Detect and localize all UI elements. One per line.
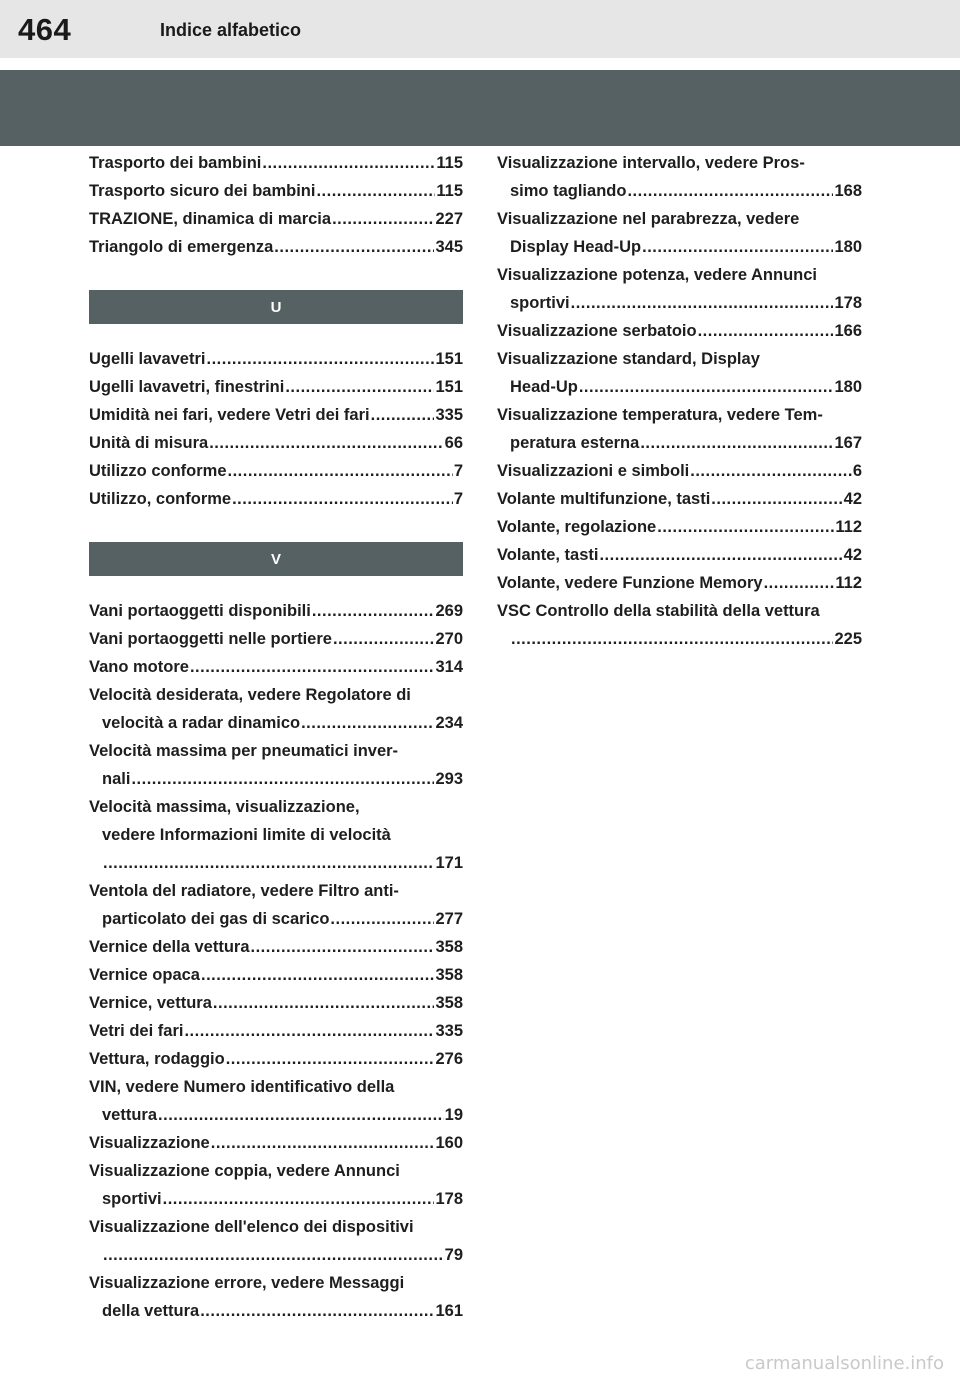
leader-dots [312, 597, 435, 625]
leader-dots [251, 933, 435, 961]
leader-dots [262, 149, 435, 177]
page-reference: 234 [435, 714, 463, 732]
page-reference: 180 [834, 238, 862, 256]
page-reference: 112 [835, 574, 862, 592]
entry-text: Head-Up [510, 378, 578, 396]
index-entry [497, 457, 862, 485]
page-reference: 270 [435, 630, 463, 648]
leader-dots [209, 429, 443, 457]
leader-dots [228, 457, 453, 485]
entry-text: Ventola del radiatore, vedere Filtro anti- [89, 882, 399, 900]
leader-dots [657, 513, 834, 541]
index-entry [89, 345, 463, 373]
entry-text: simo tagliando [510, 182, 627, 200]
page-reference: 358 [435, 994, 463, 1012]
entry-text: Umidità nei fari, vedere Vetri dei fari [89, 406, 370, 424]
entry-text: Vetri dei fari [89, 1022, 184, 1040]
entry-text: Visualizzazione coppia, vedere Annunci [89, 1162, 400, 1180]
entry-text: peratura esterna [510, 434, 640, 452]
leader-dots [163, 1185, 435, 1213]
page-reference: 168 [834, 182, 862, 200]
leader-dots [698, 317, 834, 345]
entry-text: Vernice della vettura [89, 938, 250, 956]
entry-text: Vano motore [89, 658, 189, 676]
index-entry [89, 793, 463, 877]
page-reference: 151 [435, 378, 463, 396]
entry-text: vedere Informazioni limite di velocità [102, 826, 391, 844]
leader-dots [711, 485, 842, 513]
entry-text: Velocità massima per pneumatici inver- [89, 742, 399, 760]
page-reference: 358 [435, 938, 463, 956]
page-reference: 151 [435, 350, 463, 368]
page-reference: 115 [436, 182, 463, 200]
page-reference: 178 [435, 1190, 463, 1208]
entry-text: Visualizzazioni e simboli [497, 462, 690, 480]
entry-text: Vernice opaca [89, 966, 200, 984]
entry-text: sportivi [510, 294, 570, 312]
index-entry [89, 205, 463, 233]
leader-dots [579, 373, 834, 401]
page-reference: 7 [453, 490, 463, 508]
entry-text: Velocità massima, visualizzazione, [89, 798, 360, 816]
page-reference: 6 [852, 462, 862, 480]
leader-dots [571, 289, 834, 317]
index-entry [89, 989, 463, 1017]
page-reference: 7 [453, 462, 463, 480]
entry-text: Visualizzazione [89, 1134, 210, 1152]
index-entry [89, 457, 463, 485]
entry-text: TRAZIONE, dinamica di marcia [89, 210, 332, 228]
index-entry [89, 373, 463, 401]
entry-text: VSC Controllo della stabilità della vettura [497, 602, 820, 620]
page-reference: 42 [843, 546, 862, 564]
index-entry [89, 1017, 463, 1045]
entry-text: Volante multifunzione, tasti [497, 490, 711, 508]
page-reference: 79 [444, 1246, 463, 1264]
header-strip [0, 0, 960, 58]
entry-text: Visualizzazione dell'elenco dei dispositivi [89, 1218, 414, 1236]
entry-text: Trasporto sicuro dei bambini [89, 182, 316, 200]
page-reference: 178 [834, 294, 862, 312]
page-reference: 115 [436, 154, 463, 172]
leader-dots [211, 1129, 435, 1157]
index-entry [89, 233, 463, 261]
entry-text: Visualizzazione errore, vedere Messaggi [89, 1274, 405, 1292]
leader-dots [158, 1101, 444, 1129]
entry-text: nali [102, 770, 131, 788]
index-entry [89, 1045, 463, 1073]
entry-text: della vettura [102, 1302, 200, 1320]
letter-heading: V [89, 542, 463, 576]
leader-dots [690, 457, 852, 485]
page-reference: 335 [435, 1022, 463, 1040]
index-entry [89, 597, 463, 625]
index-entry [497, 597, 862, 653]
page-reference: 19 [444, 1106, 463, 1124]
entry-text: Velocità desiderata, vedere Regolatore di [89, 686, 411, 704]
entry-text: Vernice, vettura [89, 994, 212, 1012]
index-entry [89, 933, 463, 961]
page-reference: 66 [444, 434, 463, 452]
entry-text: Volante, vedere Funzione Memory [497, 574, 763, 592]
entry-text: Visualizzazione intervallo, vedere Pros- [497, 154, 805, 172]
index-entry [89, 653, 463, 681]
leader-dots [184, 1017, 434, 1045]
index-entry [497, 149, 862, 205]
page-reference: 225 [834, 630, 862, 648]
header-banner [0, 70, 960, 146]
section-title: Indice alfabetico [160, 20, 302, 40]
page-reference: 112 [835, 518, 862, 536]
page-reference: 358 [435, 966, 463, 984]
index-entry [497, 261, 862, 317]
index-entry [497, 345, 862, 401]
entry-text: Vani portaoggetti disponibili [89, 602, 311, 620]
leader-dots [103, 1241, 444, 1269]
page-reference: 167 [834, 434, 862, 452]
leader-dots [333, 625, 435, 653]
entry-text: Vettura, rodaggio [89, 1050, 225, 1068]
page-reference: 171 [435, 854, 463, 872]
leader-dots [206, 345, 434, 373]
index-entry [89, 149, 463, 177]
leader-dots [332, 205, 434, 233]
index-entry [89, 1129, 463, 1157]
leader-dots [200, 1297, 434, 1325]
leader-dots [599, 541, 842, 569]
entry-text: Volante, tasti [497, 546, 599, 564]
page-reference: 345 [435, 238, 463, 256]
entry-text: Visualizzazione nel parabrezza, vedere [497, 210, 800, 228]
letter-heading: U [89, 290, 463, 324]
leader-dots [301, 709, 434, 737]
leader-dots [190, 653, 435, 681]
index-entry [89, 625, 463, 653]
entry-text: VIN, vedere Numero identificativo della [89, 1078, 395, 1096]
entry-text: vettura [102, 1106, 158, 1124]
page-reference: 314 [435, 658, 463, 676]
entry-text: Visualizzazione serbatoio [497, 322, 697, 340]
leader-dots [764, 569, 835, 597]
page-reference: 227 [435, 210, 463, 228]
leader-dots [232, 485, 453, 513]
index-entry [89, 737, 463, 793]
entry-text: Display Head-Up [510, 238, 642, 256]
watermark: carmanualsonline.info [744, 1353, 944, 1374]
leader-dots [316, 177, 435, 205]
leader-dots [627, 177, 833, 205]
index-entry [497, 401, 862, 457]
index-entry [89, 401, 463, 429]
page-reference: 166 [834, 322, 862, 340]
page-reference: 276 [435, 1050, 463, 1068]
leader-dots [371, 401, 435, 429]
page-reference: 160 [435, 1134, 463, 1152]
index-entry [89, 177, 463, 205]
index-column-left [89, 149, 463, 1325]
index-entry [89, 877, 463, 933]
leader-dots [226, 1045, 435, 1073]
page-reference: 180 [834, 378, 862, 396]
index-entry [497, 485, 862, 513]
leader-dots [213, 989, 435, 1017]
leader-dots [642, 233, 833, 261]
page-reference: 42 [843, 490, 862, 508]
leader-dots [640, 429, 833, 457]
index-column-right [497, 149, 862, 653]
entry-text: Utilizzo conforme [89, 462, 227, 480]
entry-text: Visualizzazione standard, Display [497, 350, 760, 368]
leader-dots [274, 233, 434, 261]
index-entry [89, 429, 463, 457]
page-number: 464 [18, 12, 72, 47]
entry-text: Visualizzazione potenza, vedere Annunci [497, 266, 817, 284]
index-entry [497, 205, 862, 261]
index-entry [497, 317, 862, 345]
index-entry [89, 485, 463, 513]
index-entry [497, 569, 862, 597]
page-reference: 277 [435, 910, 463, 928]
page-reference: 335 [435, 406, 463, 424]
entry-text: Trasporto dei bambini [89, 154, 262, 172]
leader-dots [511, 625, 833, 653]
page-reference: 269 [435, 602, 463, 620]
entry-text: Visualizzazione temperatura, vedere Tem- [497, 406, 823, 424]
leader-dots [103, 849, 434, 877]
leader-dots [201, 961, 434, 989]
index-entry [89, 1213, 463, 1269]
leader-dots [285, 373, 434, 401]
index-entry [89, 681, 463, 737]
page-reference: 161 [435, 1302, 463, 1320]
index-entry [89, 961, 463, 989]
entry-text: sportivi [102, 1190, 162, 1208]
entry-text: Unità di misura [89, 434, 209, 452]
leader-dots [131, 765, 434, 793]
entry-text: Volante, regolazione [497, 518, 657, 536]
index-entry [89, 1073, 463, 1129]
entry-text: Ugelli lavavetri, finestrini [89, 378, 285, 396]
entry-text: Triangolo di emergenza [89, 238, 274, 256]
entry-text: Ugelli lavavetri [89, 350, 206, 368]
entry-text: velocità a radar dinamico [102, 714, 301, 732]
index-entry [497, 541, 862, 569]
entry-text: Utilizzo, conforme [89, 490, 232, 508]
index-entry [497, 513, 862, 541]
index-entry [89, 1157, 463, 1213]
entry-text: Vani portaoggetti nelle portiere [89, 630, 332, 648]
index-entry [89, 1269, 463, 1325]
page-reference: 293 [435, 770, 463, 788]
leader-dots [330, 905, 434, 933]
entry-text: particolato dei gas di scarico [102, 910, 330, 928]
